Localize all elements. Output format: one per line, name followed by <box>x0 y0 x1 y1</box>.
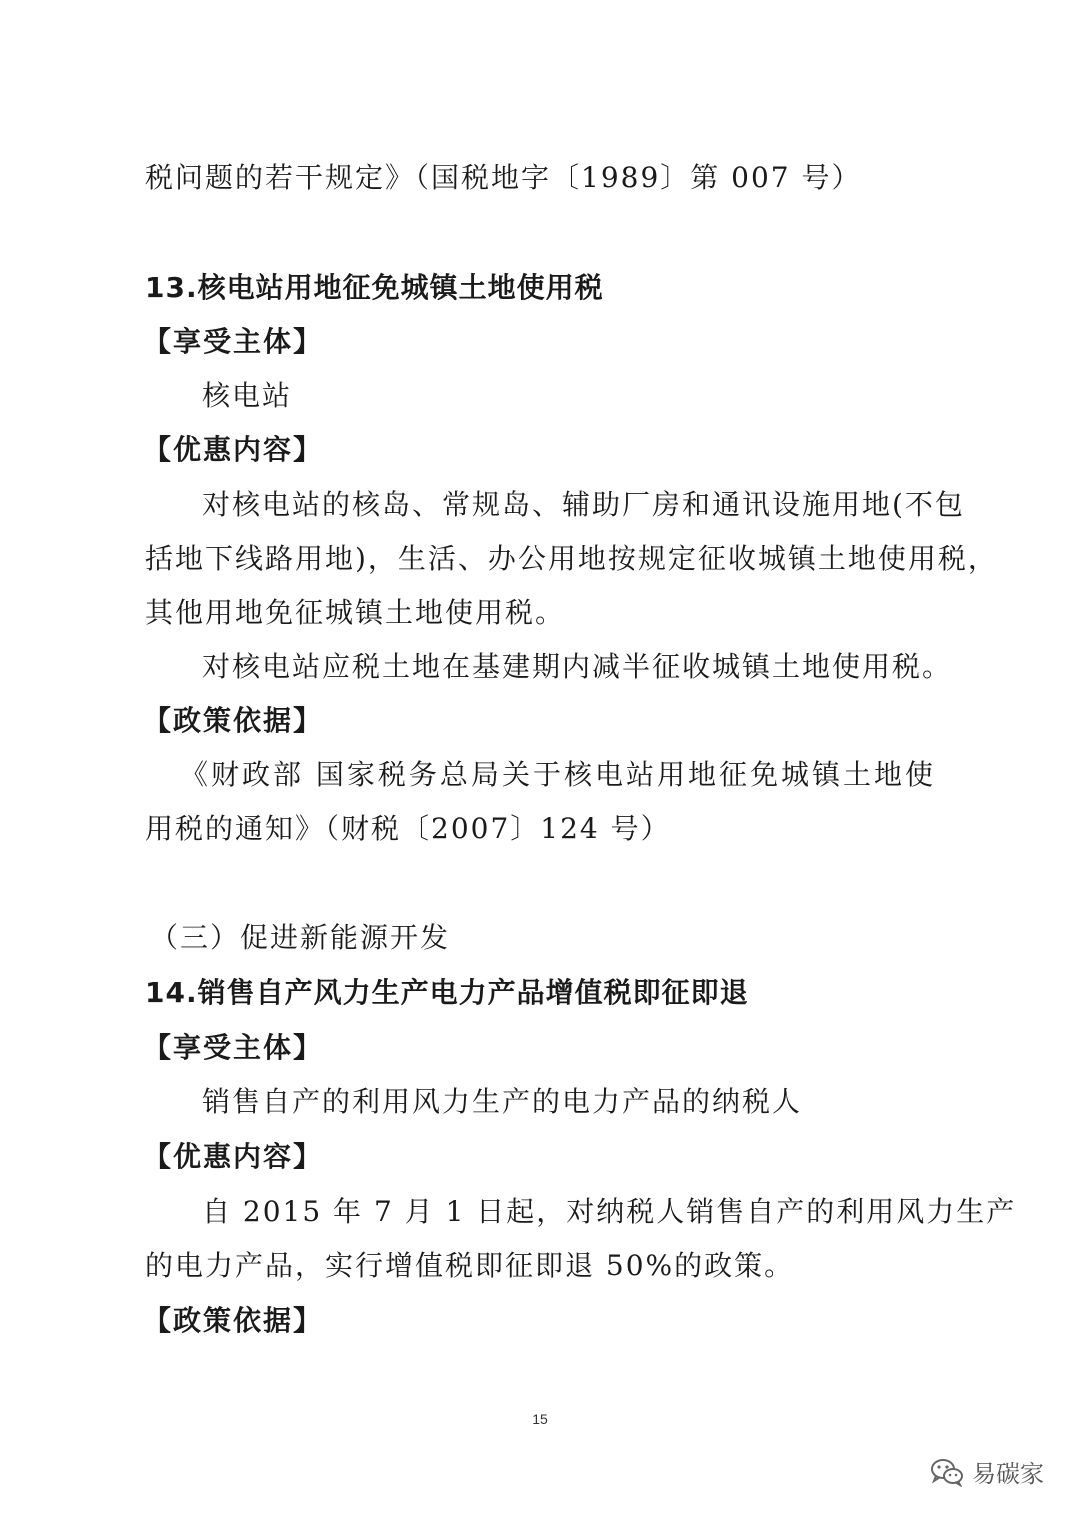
text-line: 核电站 <box>202 379 293 412</box>
label-preferential-content: 【优惠内容】 <box>143 433 324 466</box>
page-number: 15 <box>532 1411 548 1427</box>
text-line: 用税的通知》（财税〔2007〕124 号） <box>145 812 671 845</box>
text-line: 销售自产的利用风力生产的电力产品的纳税人 <box>202 1085 803 1118</box>
section-heading-13: 13.核电站用地征免城镇土地使用税 <box>145 271 604 304</box>
watermark <box>930 1454 1044 1489</box>
text-line: 对核电站应税土地在基建期内减半征收城镇土地使用税。 <box>202 650 953 683</box>
subsection-heading: （三）促进新能源开发 <box>150 921 451 954</box>
text-line: 括地下线路用地)，生活、办公用地按规定征收城镇土地使用税， <box>145 542 998 575</box>
wechat-icon <box>930 1457 964 1487</box>
watermark-text: 易碳家 <box>972 1460 1044 1488</box>
label-beneficiary: 【享受主体】 <box>143 325 324 358</box>
text-line: 税问题的若干规定》（国税地字〔1989〕第 007 号） <box>145 161 862 194</box>
label-policy-basis: 【政策依据】 <box>143 1304 324 1337</box>
text-line: 其他用地免征城镇土地使用税。 <box>145 596 566 629</box>
text-line: 《财政部 国家税务总局关于核电站用地征免城镇土地使 <box>180 758 935 791</box>
text-line: 对核电站的核岛、常规岛、辅助厂房和通讯设施用地(不包 <box>202 488 965 521</box>
text-line: 的电力产品，实行增值税即征即退 50%的政策。 <box>145 1249 795 1282</box>
text-line: 自 2015 年 7 月 1 日起，对纳税人销售自产的利用风力生产 <box>202 1195 1017 1228</box>
label-beneficiary: 【享受主体】 <box>143 1031 324 1064</box>
section-heading-14: 14.销售自产风力生产电力产品增值税即征即退 <box>145 976 749 1009</box>
label-policy-basis: 【政策依据】 <box>143 704 324 737</box>
label-preferential-content: 【优惠内容】 <box>143 1140 324 1173</box>
